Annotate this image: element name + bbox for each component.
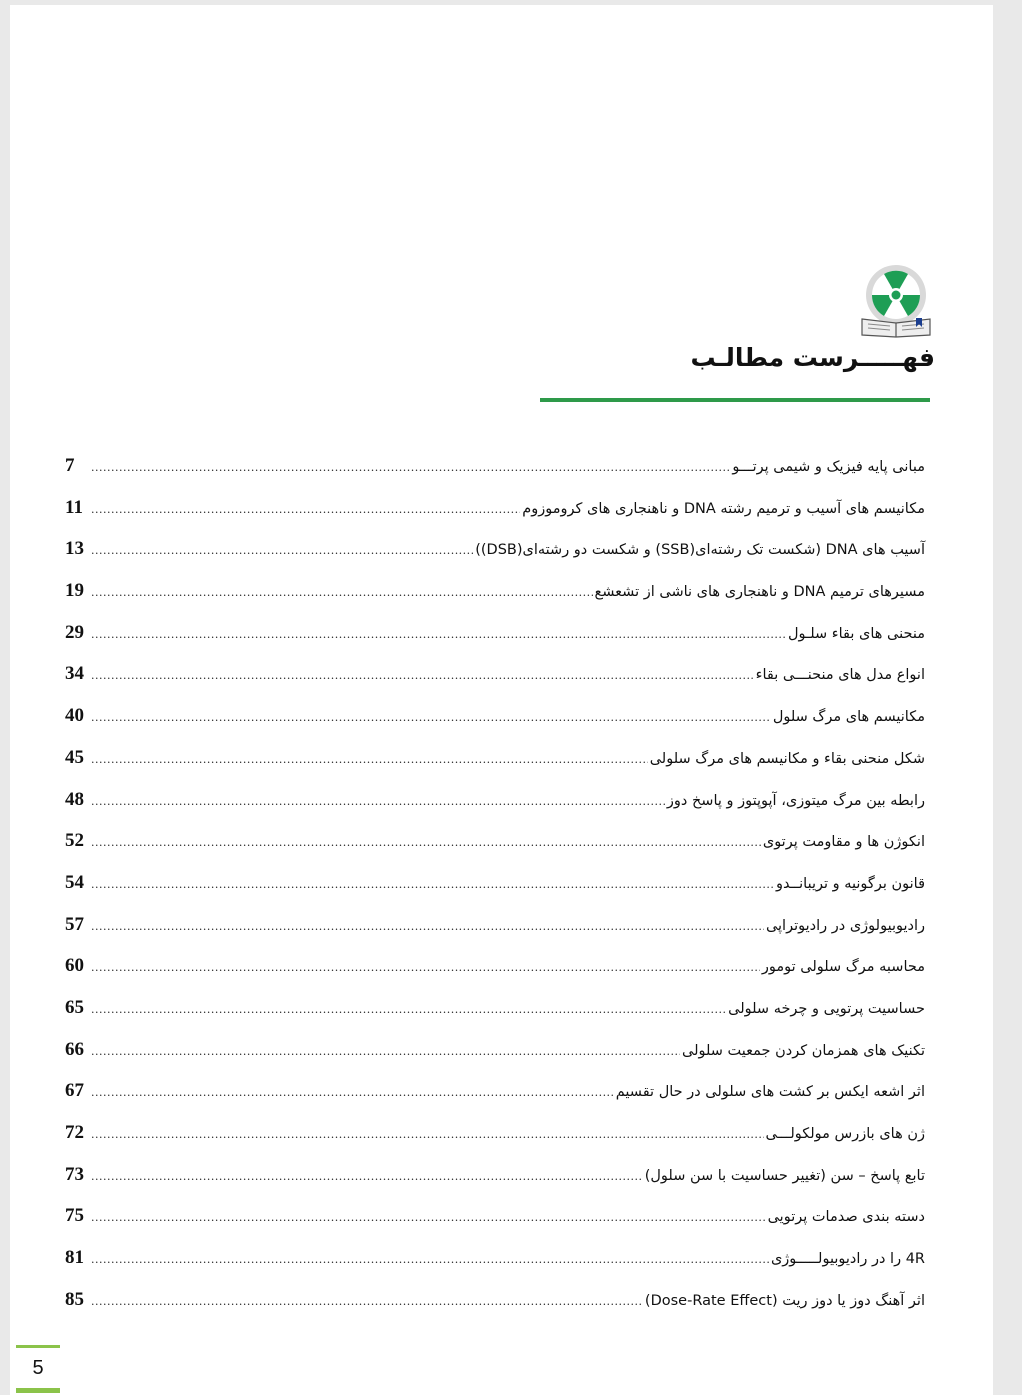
toc-leader-dots [91,878,774,891]
toc-entry[interactable] [65,622,925,664]
toc-entry-page: 7 [65,455,75,476]
toc-leader-dots [91,544,473,557]
toc-entry-page: 60 [65,955,84,977]
toc-entry[interactable] [65,997,925,1039]
toc-entry-page: 75 [65,1205,84,1227]
toc-entry[interactable] [65,1247,925,1289]
toc-entry-page: 73 [65,1163,84,1185]
toc-entry-page: 29 [65,621,84,643]
toc-entry-page: 65 [65,996,84,1018]
toc-entry[interactable] [65,1164,925,1206]
toc-entry-title: رابطه بین مرگ میتوزی، آپوپتوز و پاسخ دوز [666,792,925,809]
toc-entry-page: 72 [65,1122,84,1143]
toc-leader-dots [91,961,760,974]
toc-leader-dots [91,503,520,516]
title-underline [540,398,930,402]
toc-entry-title: قانون برگونیه و تریبانــدو [776,875,925,892]
toc-entry-title: انکوژن ها و مقاومت پرتوی [762,834,925,851]
toc-entry-title: آسیب های DNA (شکست تک رشته‌ای(SSB) و شکست دو رشته‌ای(DSB)) [475,542,925,559]
toc-entry-title: ژن های بازرس مولکولـــی [765,1126,925,1142]
toc-entry-title: حساسیت پرتویی و چرخه سلولی [728,1000,925,1017]
toc-entry-page: 57 [65,913,84,935]
toc-entry-page: 66 [65,1038,84,1060]
toc-entry-title: مکانیسم های مرگ سلول [772,709,925,726]
toc-entry-title: 4R را در رادیوبیولـــــوژی [770,1251,925,1268]
toc-entry[interactable] [65,747,925,789]
toc-entry-title: رادیوبیولوژی در رادیوتراپی [765,917,925,934]
toc-leader-dots [91,1086,614,1099]
toc-leader-dots [91,1295,643,1308]
toc-entry-title: مسیرهای ترمیم DNA و ناهنجاری های ناشی از تشعشع [594,584,925,601]
toc-leader-dots [91,920,764,933]
toc-entry-title: تکنیک های همزمان کردن جمعیت سلولی [681,1042,925,1059]
page-number: 5 [16,1345,60,1393]
toc-entry-title: اثر آهنگ دوز یا دوز ریت (Dose-Rate Effect) [644,1292,925,1309]
toc-entry-title: مکانیسم های آسیب و ترمیم رشته DNA و ناهنجاری های کروموزوم [522,500,925,517]
toc-entry[interactable] [65,1122,925,1164]
toc-entry-page: 52 [65,830,84,852]
toc-entry-title: منحنی های بقاء سلـول [787,625,925,642]
toc-entry[interactable] [65,538,925,580]
toc-entry-page: 19 [65,580,84,602]
toc-entry[interactable] [65,872,925,914]
toc-entry-title: دسته بندی صدمات پرتویی [767,1209,925,1226]
table-of-contents [65,455,925,1330]
toc-entry[interactable] [65,1039,925,1081]
toc-entry[interactable] [65,1205,925,1247]
toc-entry-page: 85 [65,1288,84,1310]
toc-entry[interactable] [65,663,925,705]
toc-leader-dots [91,1045,680,1058]
toc-leader-dots [91,836,761,849]
toc-entry-page: 13 [65,538,84,560]
document-page [10,5,993,1395]
toc-entry-page: 40 [65,705,84,727]
toc-entry-page: 67 [65,1080,84,1102]
toc-entry[interactable] [65,705,925,747]
toc-leader-dots [91,795,665,808]
toc-leader-dots [91,1128,764,1141]
toc-entry-title: محاسبه مرگ سلولی تومور [761,959,925,976]
toc-entry-page: 11 [65,496,83,518]
toc-leader-dots [91,1253,769,1266]
toc-leader-dots [91,461,730,474]
toc-entry-page: 81 [65,1247,84,1269]
toc-leader-dots [91,711,771,724]
toc-leader-dots [91,753,648,766]
toc-leader-dots [91,586,593,599]
toc-entry-title: تابع پاسخ – سن (تغییر حساسیت با سن سلول) [644,1167,925,1184]
toc-entry-title: انواع مدل های منحنـــی بقاء [755,667,925,684]
toc-entry-title: مبانی پایه فیزیک و شیمی پرتـــو [732,459,925,475]
toc-entry-title: اثر اشعه ایکس بر کشت های سلولی در حال تقسیم [615,1084,925,1101]
toc-leader-dots [91,1003,726,1016]
toc-entry[interactable] [65,455,925,497]
toc-entry[interactable] [65,1289,925,1331]
toc-entry[interactable] [65,789,925,831]
toc-leader-dots [91,1211,766,1224]
radiation-book-icon [860,263,932,339]
toc-leader-dots [91,669,754,682]
toc-leader-dots [91,1170,643,1183]
toc-entry-page: 34 [65,663,84,685]
page-title: فهـــــرست مطالـب [690,343,935,372]
toc-entry[interactable] [65,914,925,956]
toc-entry[interactable] [65,580,925,622]
toc-entry-title: شکل منحنی بقاء و مکانیسم های مرگ سلولی [649,750,925,767]
toc-entry[interactable] [65,955,925,997]
toc-entry-page: 48 [65,788,84,810]
toc-entry[interactable] [65,830,925,872]
toc-entry-page: 54 [65,871,84,893]
toc-entry-page: 45 [65,746,84,768]
toc-entry[interactable] [65,497,925,539]
toc-entry[interactable] [65,1080,925,1122]
toc-leader-dots [91,628,786,641]
